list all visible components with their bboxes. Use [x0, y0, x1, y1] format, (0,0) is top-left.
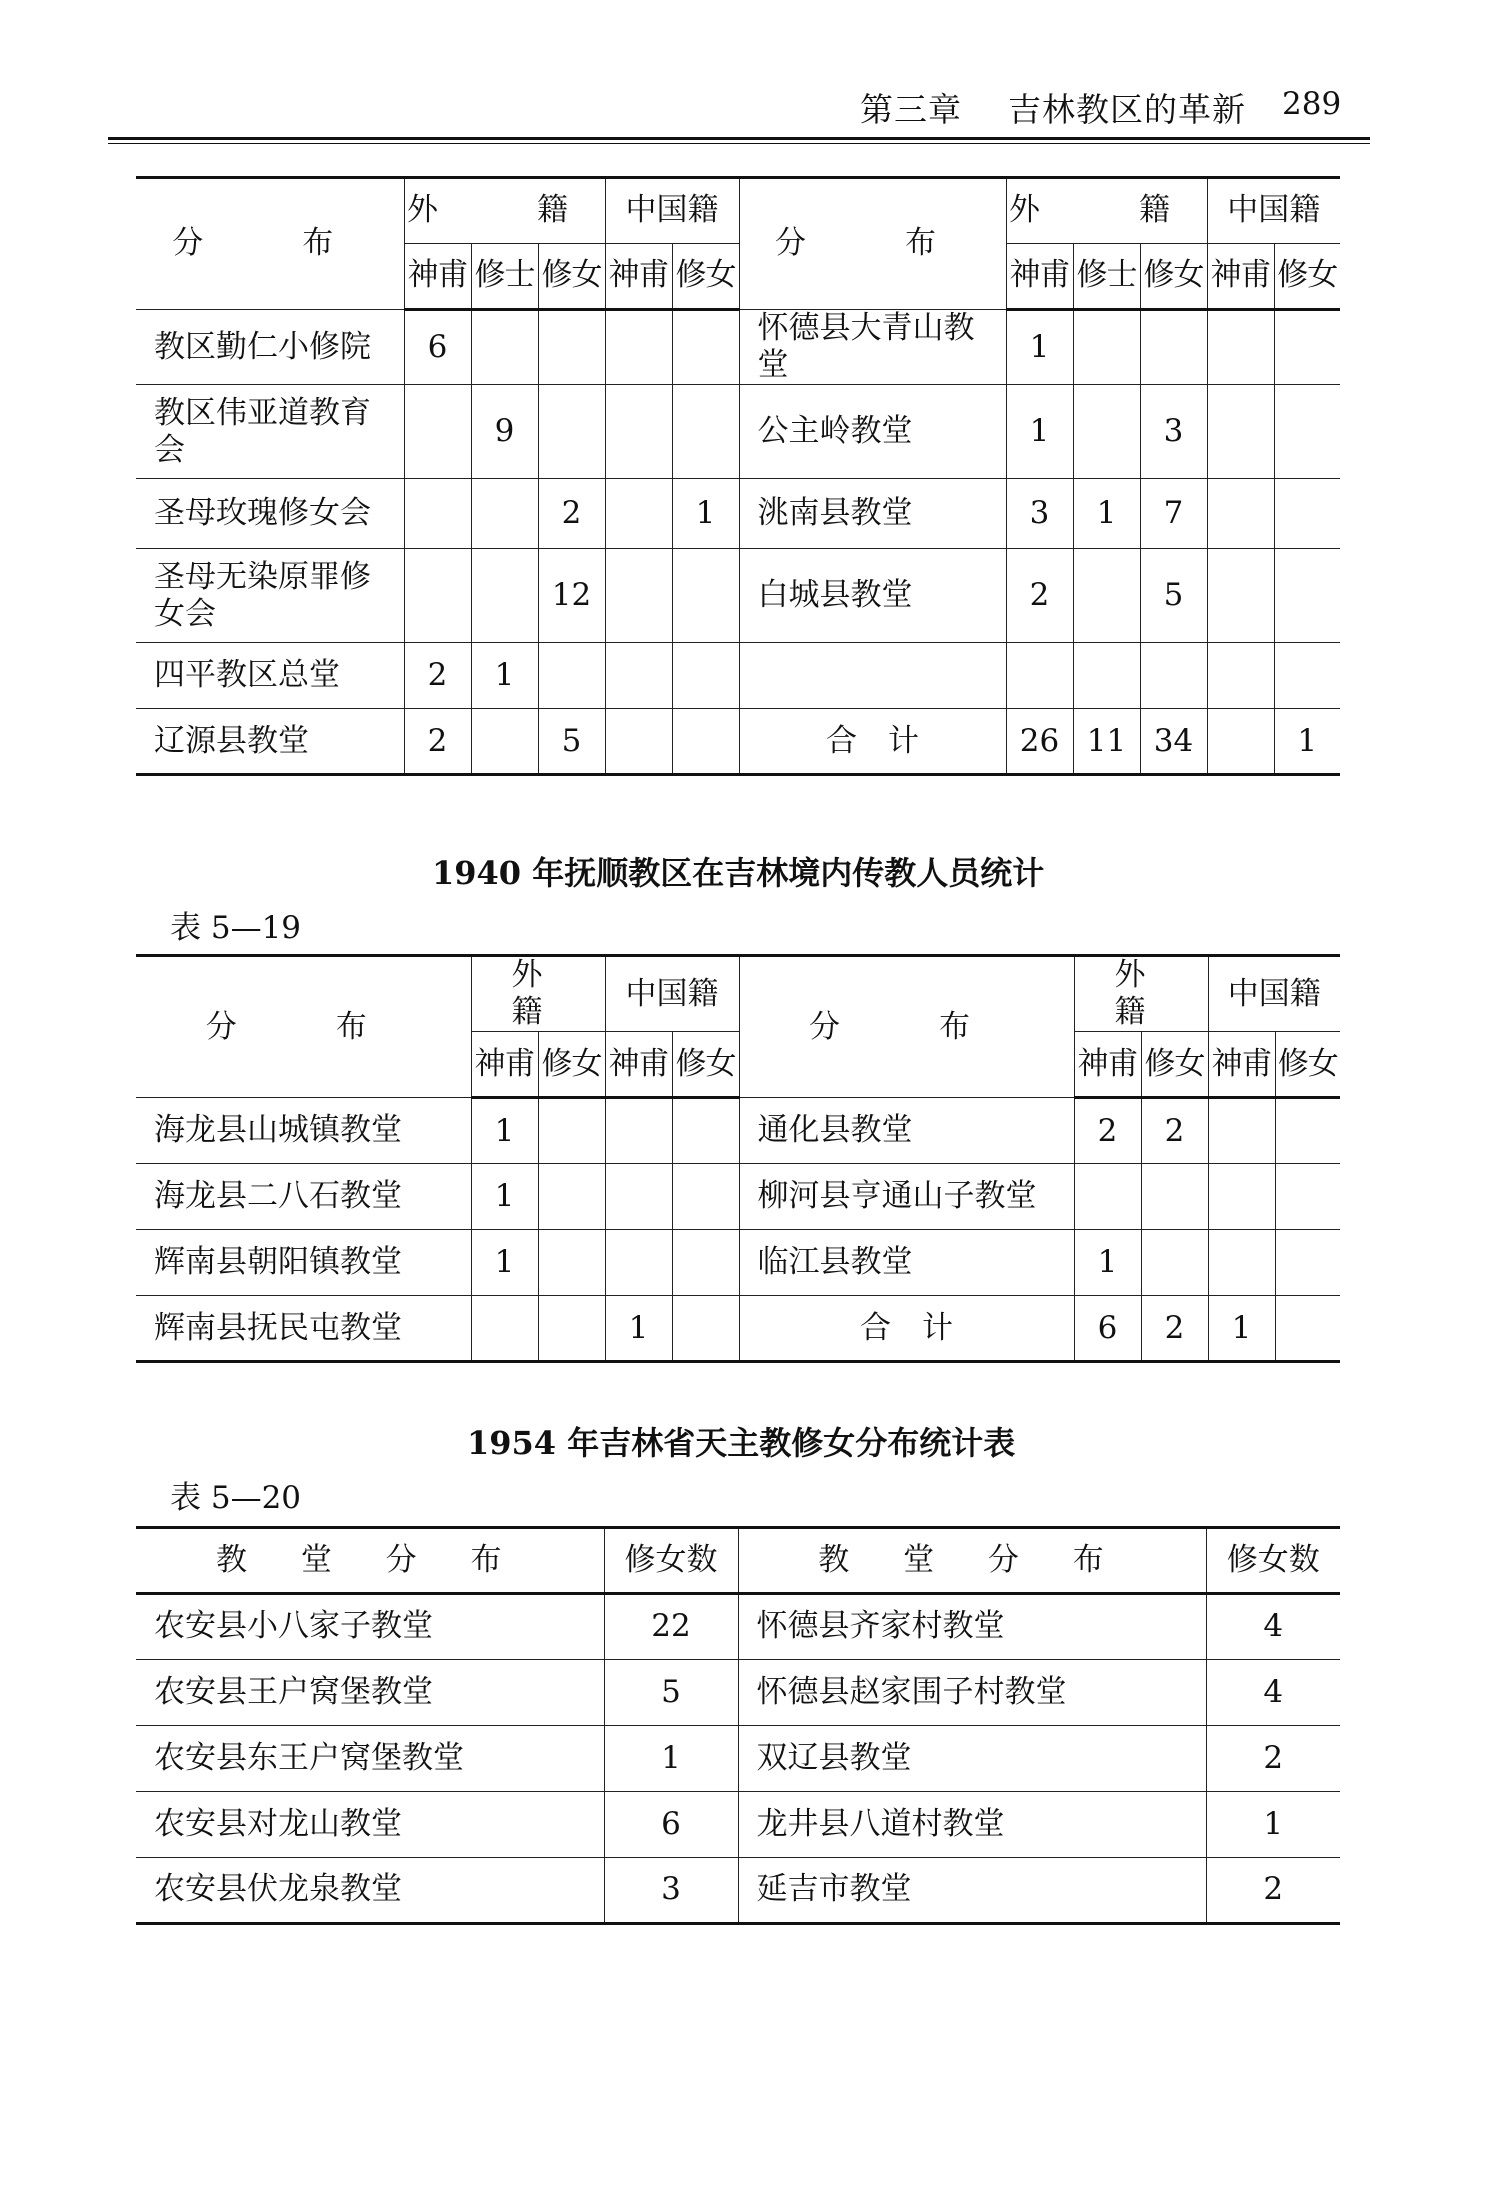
nun-count-cell: 6 — [604, 1792, 738, 1858]
count-cell: 5 — [1140, 549, 1207, 643]
count-cell — [538, 1230, 605, 1296]
count-cell — [605, 549, 672, 643]
header-nun-count-left: 修女数 — [604, 1528, 738, 1594]
count-cell — [538, 643, 605, 709]
table-row — [136, 1296, 1340, 1362]
count-cell — [672, 1164, 739, 1230]
header-distribution-right: 分 布 — [739, 178, 1006, 310]
count-cell — [1073, 385, 1140, 479]
table-5-19-number: 表 5—19 — [170, 910, 302, 946]
subheader-nun: 修女 — [1275, 1032, 1340, 1098]
table-5-20-number: 表 5—20 — [170, 1480, 302, 1516]
count-cell: 2 — [1074, 1098, 1141, 1164]
count-cell — [1006, 643, 1073, 709]
count-cell: 7 — [1140, 479, 1207, 549]
count-cell: 2 — [1006, 549, 1073, 643]
location-cell: 临江县教堂 — [739, 1230, 1074, 1296]
count-cell — [605, 1230, 672, 1296]
table-row — [136, 1660, 1340, 1726]
count-cell — [1073, 310, 1140, 385]
count-cell: 26 — [1006, 709, 1073, 775]
count-cell — [1207, 385, 1274, 479]
count-cell: 2 — [1141, 1296, 1208, 1362]
count-cell — [1073, 549, 1140, 643]
nun-count-cell: 4 — [1206, 1594, 1340, 1660]
nun-count-cell: 4 — [1206, 1660, 1340, 1726]
subheader-priest: 神甫 — [404, 244, 471, 310]
count-cell — [1207, 643, 1274, 709]
count-cell — [1073, 643, 1140, 709]
count-cell — [1275, 1296, 1340, 1362]
count-cell: 5 — [538, 709, 605, 775]
count-cell — [1274, 549, 1340, 643]
count-cell — [672, 1098, 739, 1164]
table-row — [136, 1164, 1340, 1230]
count-cell — [1208, 1098, 1275, 1164]
count-cell: 1 — [672, 479, 739, 549]
count-cell — [404, 549, 471, 643]
location-cell: 辉南县朝阳镇教堂 — [136, 1230, 471, 1296]
count-cell: 34 — [1140, 709, 1207, 775]
count-cell: 6 — [1074, 1296, 1141, 1362]
count-cell: 6 — [404, 310, 471, 385]
header-chinese-right: 中国籍 — [1208, 956, 1340, 1032]
nun-count-cell: 2 — [1206, 1726, 1340, 1792]
header-foreign-left: 外 籍 — [404, 178, 605, 244]
count-cell: 1 — [471, 1098, 538, 1164]
count-cell: 1 — [1006, 385, 1073, 479]
subheader-priest: 神甫 — [1006, 244, 1073, 310]
subheader-brother: 修士 — [471, 244, 538, 310]
table-row — [136, 1098, 1340, 1164]
count-cell — [672, 385, 739, 479]
nun-count-cell: 3 — [604, 1858, 738, 1924]
header-rule — [108, 137, 1370, 140]
count-cell: 2 — [404, 709, 471, 775]
count-cell — [1274, 310, 1340, 385]
count-cell — [605, 1098, 672, 1164]
subheader-nun: 修女 — [1140, 244, 1207, 310]
table-5-19-title: 1940 年抚顺教区在吉林境内传教人员统计 — [432, 854, 1045, 892]
table-row — [136, 1858, 1340, 1924]
subheader-nun: 修女 — [672, 1032, 739, 1098]
count-cell — [1140, 643, 1207, 709]
count-cell: 3 — [1006, 479, 1073, 549]
table-row — [136, 1726, 1340, 1792]
header-chinese-right: 中国籍 — [1207, 178, 1340, 244]
count-cell — [605, 385, 672, 479]
header-foreign-right: 外 籍 — [1006, 178, 1207, 244]
count-cell — [1208, 1164, 1275, 1230]
header-foreign-left: 外 籍 — [471, 956, 605, 1032]
church-cell: 农安县对龙山教堂 — [136, 1792, 604, 1858]
table-5-20 — [136, 1526, 1340, 1925]
table-row — [136, 643, 1340, 709]
location-cell: 洮南县教堂 — [739, 479, 1006, 549]
location-cell: 公主岭教堂 — [739, 385, 1006, 479]
count-cell — [471, 310, 538, 385]
location-cell: 教区伟亚道教育会 — [136, 385, 404, 479]
count-cell: 9 — [471, 385, 538, 479]
count-cell — [605, 479, 672, 549]
count-cell — [1274, 479, 1340, 549]
count-cell — [605, 310, 672, 385]
location-cell: 辉南县抚民屯教堂 — [136, 1296, 471, 1362]
count-cell — [538, 310, 605, 385]
nun-count-cell: 2 — [1206, 1858, 1340, 1924]
subheader-nun: 修女 — [672, 244, 739, 310]
count-cell — [471, 709, 538, 775]
church-cell: 农安县小八家子教堂 — [136, 1594, 604, 1660]
location-cell: 柳河县亨通山子教堂 — [739, 1164, 1074, 1230]
chapter-title: 吉林教区的革新 — [1008, 90, 1246, 129]
subheader-brother: 修士 — [1073, 244, 1140, 310]
header-distribution-left: 分 布 — [136, 178, 404, 310]
header-chinese-left: 中国籍 — [605, 178, 739, 244]
count-cell: 1 — [471, 1164, 538, 1230]
count-cell — [605, 1164, 672, 1230]
church-cell: 怀德县齐家村教堂 — [738, 1594, 1206, 1660]
count-cell — [1207, 549, 1274, 643]
count-cell — [404, 385, 471, 479]
count-cell — [672, 1296, 739, 1362]
table-row — [136, 1594, 1340, 1660]
location-cell: 圣母玫瑰修女会 — [136, 479, 404, 549]
header-foreign-right: 外 籍 — [1074, 956, 1208, 1032]
subheader-priest: 神甫 — [605, 1032, 672, 1098]
table-row — [136, 1230, 1340, 1296]
location-cell: 海龙县二八石教堂 — [136, 1164, 471, 1230]
table-row — [136, 479, 1340, 549]
subheader-priest: 神甫 — [1074, 1032, 1141, 1098]
count-cell — [404, 479, 471, 549]
location-cell — [739, 643, 1006, 709]
count-cell — [672, 1230, 739, 1296]
count-cell — [1141, 1164, 1208, 1230]
chapter-label: 第三章 — [860, 90, 962, 129]
count-cell — [1141, 1230, 1208, 1296]
count-cell — [471, 549, 538, 643]
count-cell: 3 — [1140, 385, 1207, 479]
count-cell — [605, 643, 672, 709]
subheader-priest: 神甫 — [1208, 1032, 1275, 1098]
nun-count-cell: 1 — [1206, 1792, 1340, 1858]
location-cell: 圣母无染原罪修女会 — [136, 549, 404, 643]
count-cell — [471, 1296, 538, 1362]
location-cell: 教区勤仁小修院 — [136, 310, 404, 385]
location-cell: 合 计 — [739, 1296, 1074, 1362]
church-cell: 怀德县赵家围子村教堂 — [738, 1660, 1206, 1726]
header-distribution-right: 分 布 — [739, 956, 1074, 1098]
count-cell — [1274, 385, 1340, 479]
table-row — [136, 549, 1340, 643]
count-cell — [1275, 1230, 1340, 1296]
count-cell — [1274, 643, 1340, 709]
table-row — [136, 709, 1340, 775]
count-cell: 11 — [1073, 709, 1140, 775]
location-cell: 通化县教堂 — [739, 1098, 1074, 1164]
count-cell: 12 — [538, 549, 605, 643]
count-cell — [672, 709, 739, 775]
table-5-18-continued — [136, 176, 1340, 776]
header-distribution-left: 分 布 — [136, 956, 471, 1098]
table-5-20-title: 1954 年吉林省天主教修女分布统计表 — [467, 1424, 1016, 1462]
count-cell: 2 — [1141, 1098, 1208, 1164]
count-cell — [1207, 310, 1274, 385]
church-cell: 双辽县教堂 — [738, 1726, 1206, 1792]
table-row — [136, 1792, 1340, 1858]
count-cell: 2 — [404, 643, 471, 709]
count-cell: 1 — [1274, 709, 1340, 775]
subheader-nun: 修女 — [538, 244, 605, 310]
header-church-distribution-left: 教 堂 分 布 — [136, 1528, 604, 1594]
header-rule-thin — [108, 143, 1370, 144]
count-cell — [1140, 310, 1207, 385]
header-chinese-left: 中国籍 — [605, 956, 739, 1032]
church-cell: 龙井县八道村教堂 — [738, 1792, 1206, 1858]
count-cell: 1 — [471, 643, 538, 709]
subheader-priest: 神甫 — [1207, 244, 1274, 310]
subheader-priest: 神甫 — [471, 1032, 538, 1098]
count-cell — [1275, 1098, 1340, 1164]
table-row — [136, 310, 1340, 385]
church-cell: 农安县东王户窝堡教堂 — [136, 1726, 604, 1792]
count-cell: 2 — [538, 479, 605, 549]
subheader-nun: 修女 — [538, 1032, 605, 1098]
count-cell — [538, 1296, 605, 1362]
count-cell — [1074, 1164, 1141, 1230]
count-cell: 1 — [1208, 1296, 1275, 1362]
count-cell: 1 — [471, 1230, 538, 1296]
table-5-19 — [136, 954, 1340, 1363]
subheader-nun: 修女 — [1274, 244, 1340, 310]
count-cell — [538, 385, 605, 479]
nun-count-cell: 22 — [604, 1594, 738, 1660]
location-cell: 怀德县大青山教堂 — [739, 310, 1006, 385]
church-cell: 延吉市教堂 — [738, 1858, 1206, 1924]
church-cell: 农安县王户窝堡教堂 — [136, 1660, 604, 1726]
count-cell — [1207, 479, 1274, 549]
page-number: 289 — [1282, 86, 1342, 122]
location-cell: 合 计 — [739, 709, 1006, 775]
count-cell — [1208, 1230, 1275, 1296]
count-cell — [672, 549, 739, 643]
count-cell: 1 — [1073, 479, 1140, 549]
running-header — [860, 84, 1342, 130]
location-cell: 白城县教堂 — [739, 549, 1006, 643]
count-cell — [538, 1164, 605, 1230]
table-row — [136, 385, 1340, 479]
count-cell — [1207, 709, 1274, 775]
location-cell: 海龙县山城镇教堂 — [136, 1098, 471, 1164]
nun-count-cell: 5 — [604, 1660, 738, 1726]
subheader-priest: 神甫 — [605, 244, 672, 310]
header-church-distribution-right: 教 堂 分 布 — [738, 1528, 1206, 1594]
location-cell: 四平教区总堂 — [136, 643, 404, 709]
count-cell — [672, 643, 739, 709]
count-cell — [1275, 1164, 1340, 1230]
count-cell: 1 — [1074, 1230, 1141, 1296]
count-cell — [538, 1098, 605, 1164]
count-cell: 1 — [1006, 310, 1073, 385]
header-nun-count-right: 修女数 — [1206, 1528, 1340, 1594]
count-cell — [672, 310, 739, 385]
count-cell: 1 — [605, 1296, 672, 1362]
count-cell — [605, 709, 672, 775]
count-cell — [471, 479, 538, 549]
location-cell: 辽源县教堂 — [136, 709, 404, 775]
nun-count-cell: 1 — [604, 1726, 738, 1792]
subheader-nun: 修女 — [1141, 1032, 1208, 1098]
church-cell: 农安县伏龙泉教堂 — [136, 1858, 604, 1924]
